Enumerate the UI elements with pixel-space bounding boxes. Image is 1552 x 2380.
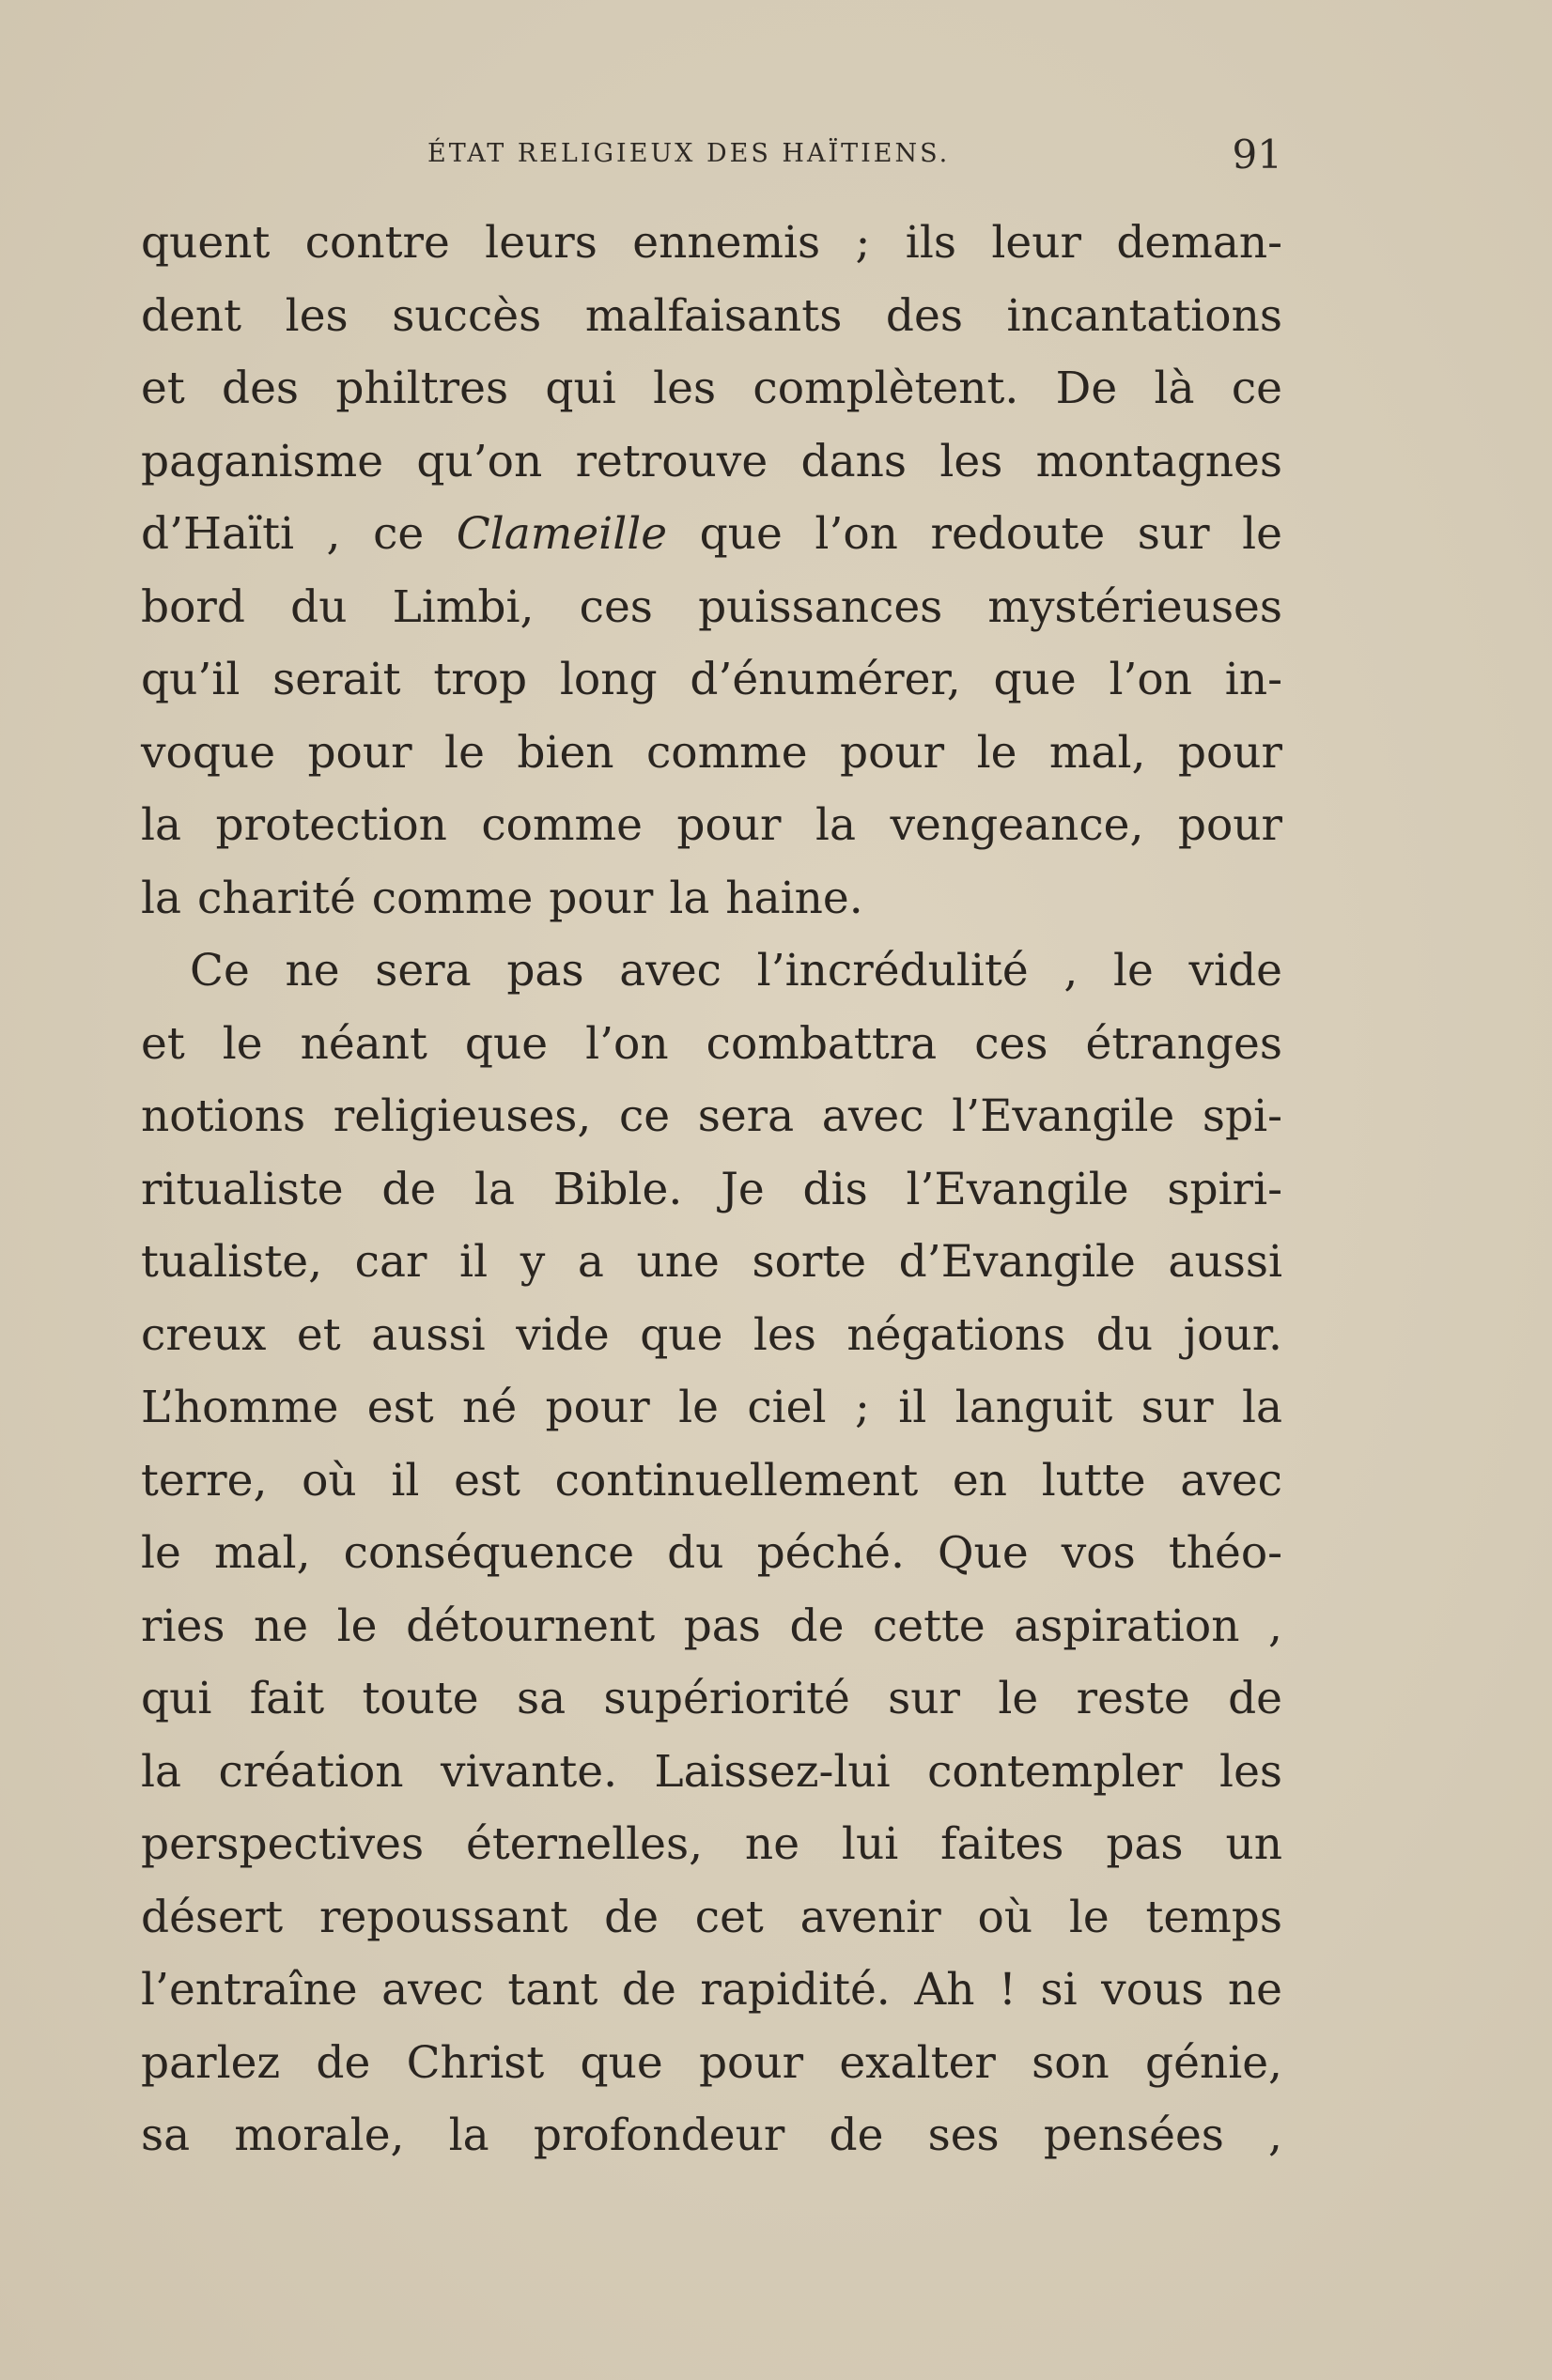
text-line: parlez de Christ que pour exalter son génie, bbox=[141, 2036, 1282, 2089]
text-line: voque pour le bien comme pour le mal, pour bbox=[141, 726, 1282, 779]
text-line: la protection comme pour la vengeance, pour bbox=[141, 799, 1282, 851]
text-line: L’homme est né pour le ciel ; il languit sur la bbox=[141, 1382, 1282, 1433]
running-head bbox=[141, 131, 1282, 178]
text-line: ries ne le détournent pas de cette aspiration , bbox=[141, 1600, 1282, 1652]
text-line: sa morale, la profondeur de ses pensées , bbox=[141, 2110, 1282, 2161]
text-line: bord du Limbi, ces puissances mystérieuses bbox=[141, 580, 1282, 633]
text-line: et le néant que l’on combattra ces étranges bbox=[141, 1017, 1282, 1070]
text-segment: que l’on redoute sur le bbox=[667, 508, 1282, 560]
text-line: dent les succès malfaisants des incantations bbox=[141, 289, 1282, 342]
page-number: 91 bbox=[1232, 131, 1282, 178]
running-title: ÉTAT RELIGIEUX DES HAÏTIENS. bbox=[427, 139, 951, 168]
text-line: tualiste, car il y a une sorte d’Evangile aussi bbox=[141, 1236, 1282, 1288]
text-line: la création vivante. Laissez-lui contempler les bbox=[141, 1745, 1282, 1798]
text-line: ritualiste de la Bible. Je dis l’Evangile spiri- bbox=[141, 1163, 1282, 1215]
text-line: et des philtres qui les complètent. De là ce bbox=[141, 363, 1282, 414]
text-line: désert repoussant de cet avenir où le temps bbox=[141, 1891, 1282, 1943]
text-line: perspectives éternelles, ne lui faites pas un bbox=[141, 1818, 1282, 1870]
text-segment: d’Haïti , ce bbox=[141, 508, 457, 560]
italic-term: Clameille bbox=[456, 508, 668, 560]
text-line: l’entraîne avec tant de rapidité. Ah ! si vous ne bbox=[141, 1964, 1282, 2016]
paragraph-start-line: Ce ne sera pas avec l’incrédulité , le vide bbox=[190, 945, 1282, 997]
text-line: paganisme qu’on retrouve dans les montagnes bbox=[141, 435, 1282, 487]
text-line bbox=[141, 498, 1282, 571]
text-line: notions religieuses, ce sera avec l’Evangile spi- bbox=[141, 1090, 1282, 1142]
text-line: terre, où il est continuellement en lutte avec bbox=[141, 1454, 1282, 1507]
text-line: la charité comme pour la haine. bbox=[141, 872, 863, 924]
text-line: quent contre leurs ennemis ; ils leur deman- bbox=[141, 217, 1282, 269]
body-text bbox=[141, 207, 1282, 2172]
text-line: qu’il serait trop long d’énumérer, que l’on in- bbox=[141, 654, 1282, 705]
text-line: le mal, conséquence du péché. Que vos théo- bbox=[141, 1527, 1282, 1579]
text-line: creux et aussi vide que les négations du jour. bbox=[141, 1308, 1282, 1361]
text-line: qui fait toute sa supériorité sur le reste de bbox=[141, 1673, 1282, 1724]
